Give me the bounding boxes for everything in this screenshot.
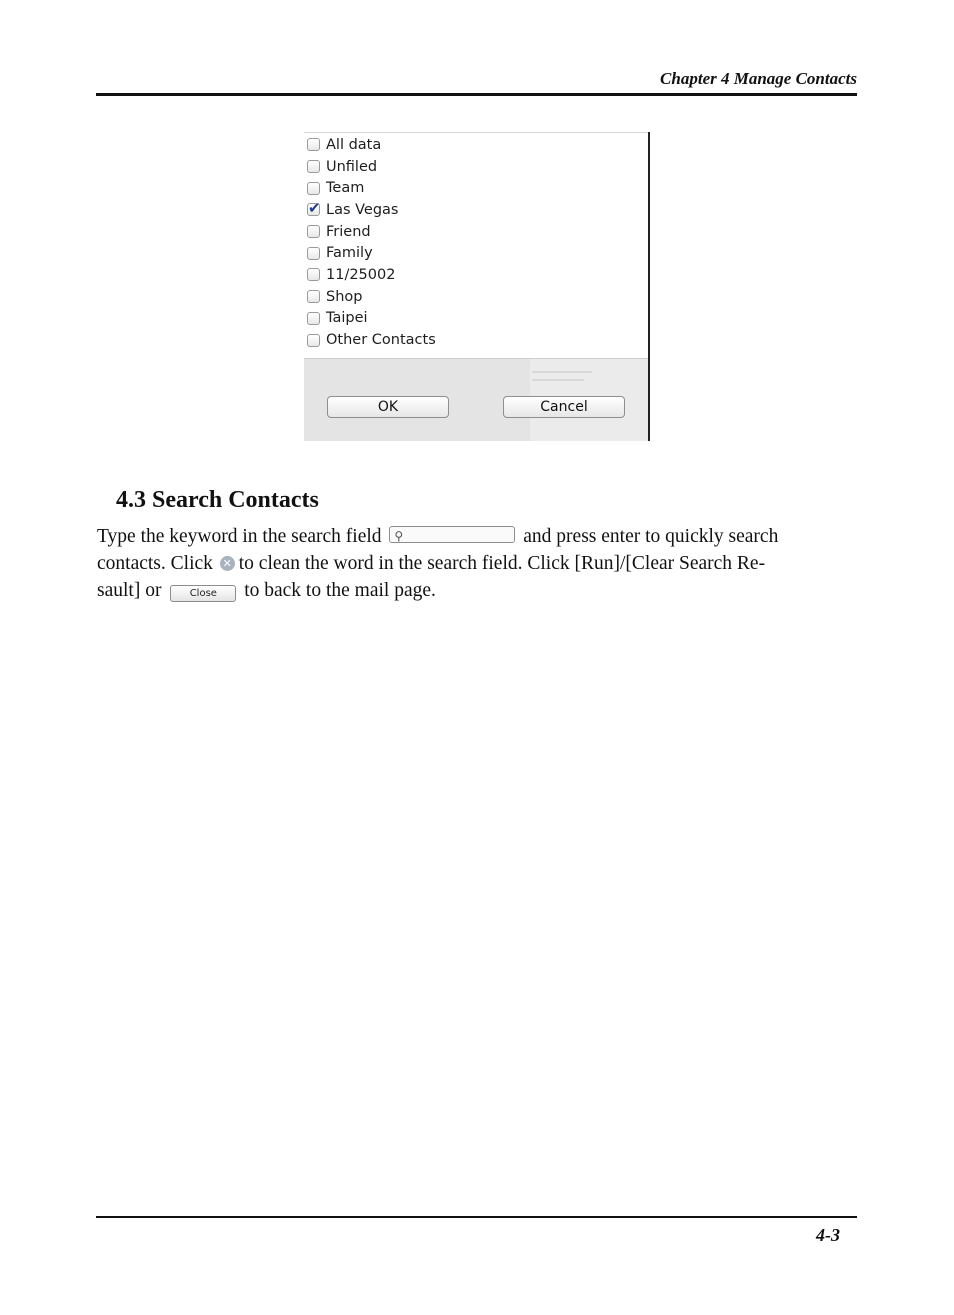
category-item[interactable]	[307, 221, 436, 243]
category-filter-dialog	[304, 132, 650, 441]
checkbox[interactable]	[307, 334, 320, 347]
checkbox[interactable]	[307, 247, 320, 260]
checkbox[interactable]	[307, 225, 320, 238]
checkbox[interactable]	[307, 138, 320, 151]
category-item[interactable]	[307, 264, 436, 286]
footer-rule	[96, 1216, 857, 1218]
text: to clean the word in the search field. Click [Run]/[Clear Search Re-	[238, 553, 766, 574]
category-label: Unfiled	[326, 158, 378, 175]
checkbox[interactable]	[307, 268, 320, 281]
page-number: 4-3	[816, 1225, 840, 1245]
search-field-illustration	[389, 526, 515, 543]
category-item[interactable]	[307, 177, 436, 199]
category-item[interactable]	[307, 242, 436, 264]
category-item[interactable]	[307, 308, 436, 330]
text: Type the keyword in the search field	[97, 526, 382, 547]
category-label: Other Contacts	[326, 332, 436, 349]
category-label: Team	[326, 180, 365, 197]
cancel-button[interactable]: Cancel	[503, 396, 625, 418]
dialog-button-bar	[304, 358, 648, 441]
ok-button[interactable]: OK	[327, 396, 449, 418]
search-icon: ⚲	[394, 529, 404, 543]
chapter-header: Chapter 4 Manage Contacts	[660, 69, 857, 88]
checkbox[interactable]	[307, 203, 320, 216]
category-label: All data	[326, 136, 382, 153]
close-button-illustration: Close	[170, 585, 236, 602]
category-label: Family	[326, 245, 373, 262]
checkbox[interactable]	[307, 160, 320, 173]
category-label: Shop	[326, 288, 363, 305]
category-item[interactable]	[307, 286, 436, 308]
header-rule	[96, 93, 857, 96]
checkbox[interactable]	[307, 312, 320, 325]
category-item[interactable]	[307, 134, 436, 156]
category-list	[307, 134, 436, 351]
text: contacts. Click	[97, 553, 213, 574]
text: sault] or	[97, 580, 162, 601]
category-item[interactable]	[307, 156, 436, 178]
category-label: 11/25002	[326, 266, 396, 283]
category-label: Taipei	[326, 310, 368, 327]
category-item[interactable]	[307, 329, 436, 351]
text: and press enter to quickly search	[523, 526, 779, 547]
category-label: Friend	[326, 223, 371, 240]
instruction-paragraph	[97, 523, 817, 604]
category-item[interactable]	[307, 199, 436, 221]
section-title: 4.3 Search Contacts	[116, 487, 319, 513]
checkbox[interactable]	[307, 182, 320, 195]
checkbox[interactable]	[307, 290, 320, 303]
clear-icon: ✕	[220, 556, 235, 571]
category-label: Las Vegas	[326, 201, 399, 218]
text: to back to the mail page.	[244, 580, 436, 601]
